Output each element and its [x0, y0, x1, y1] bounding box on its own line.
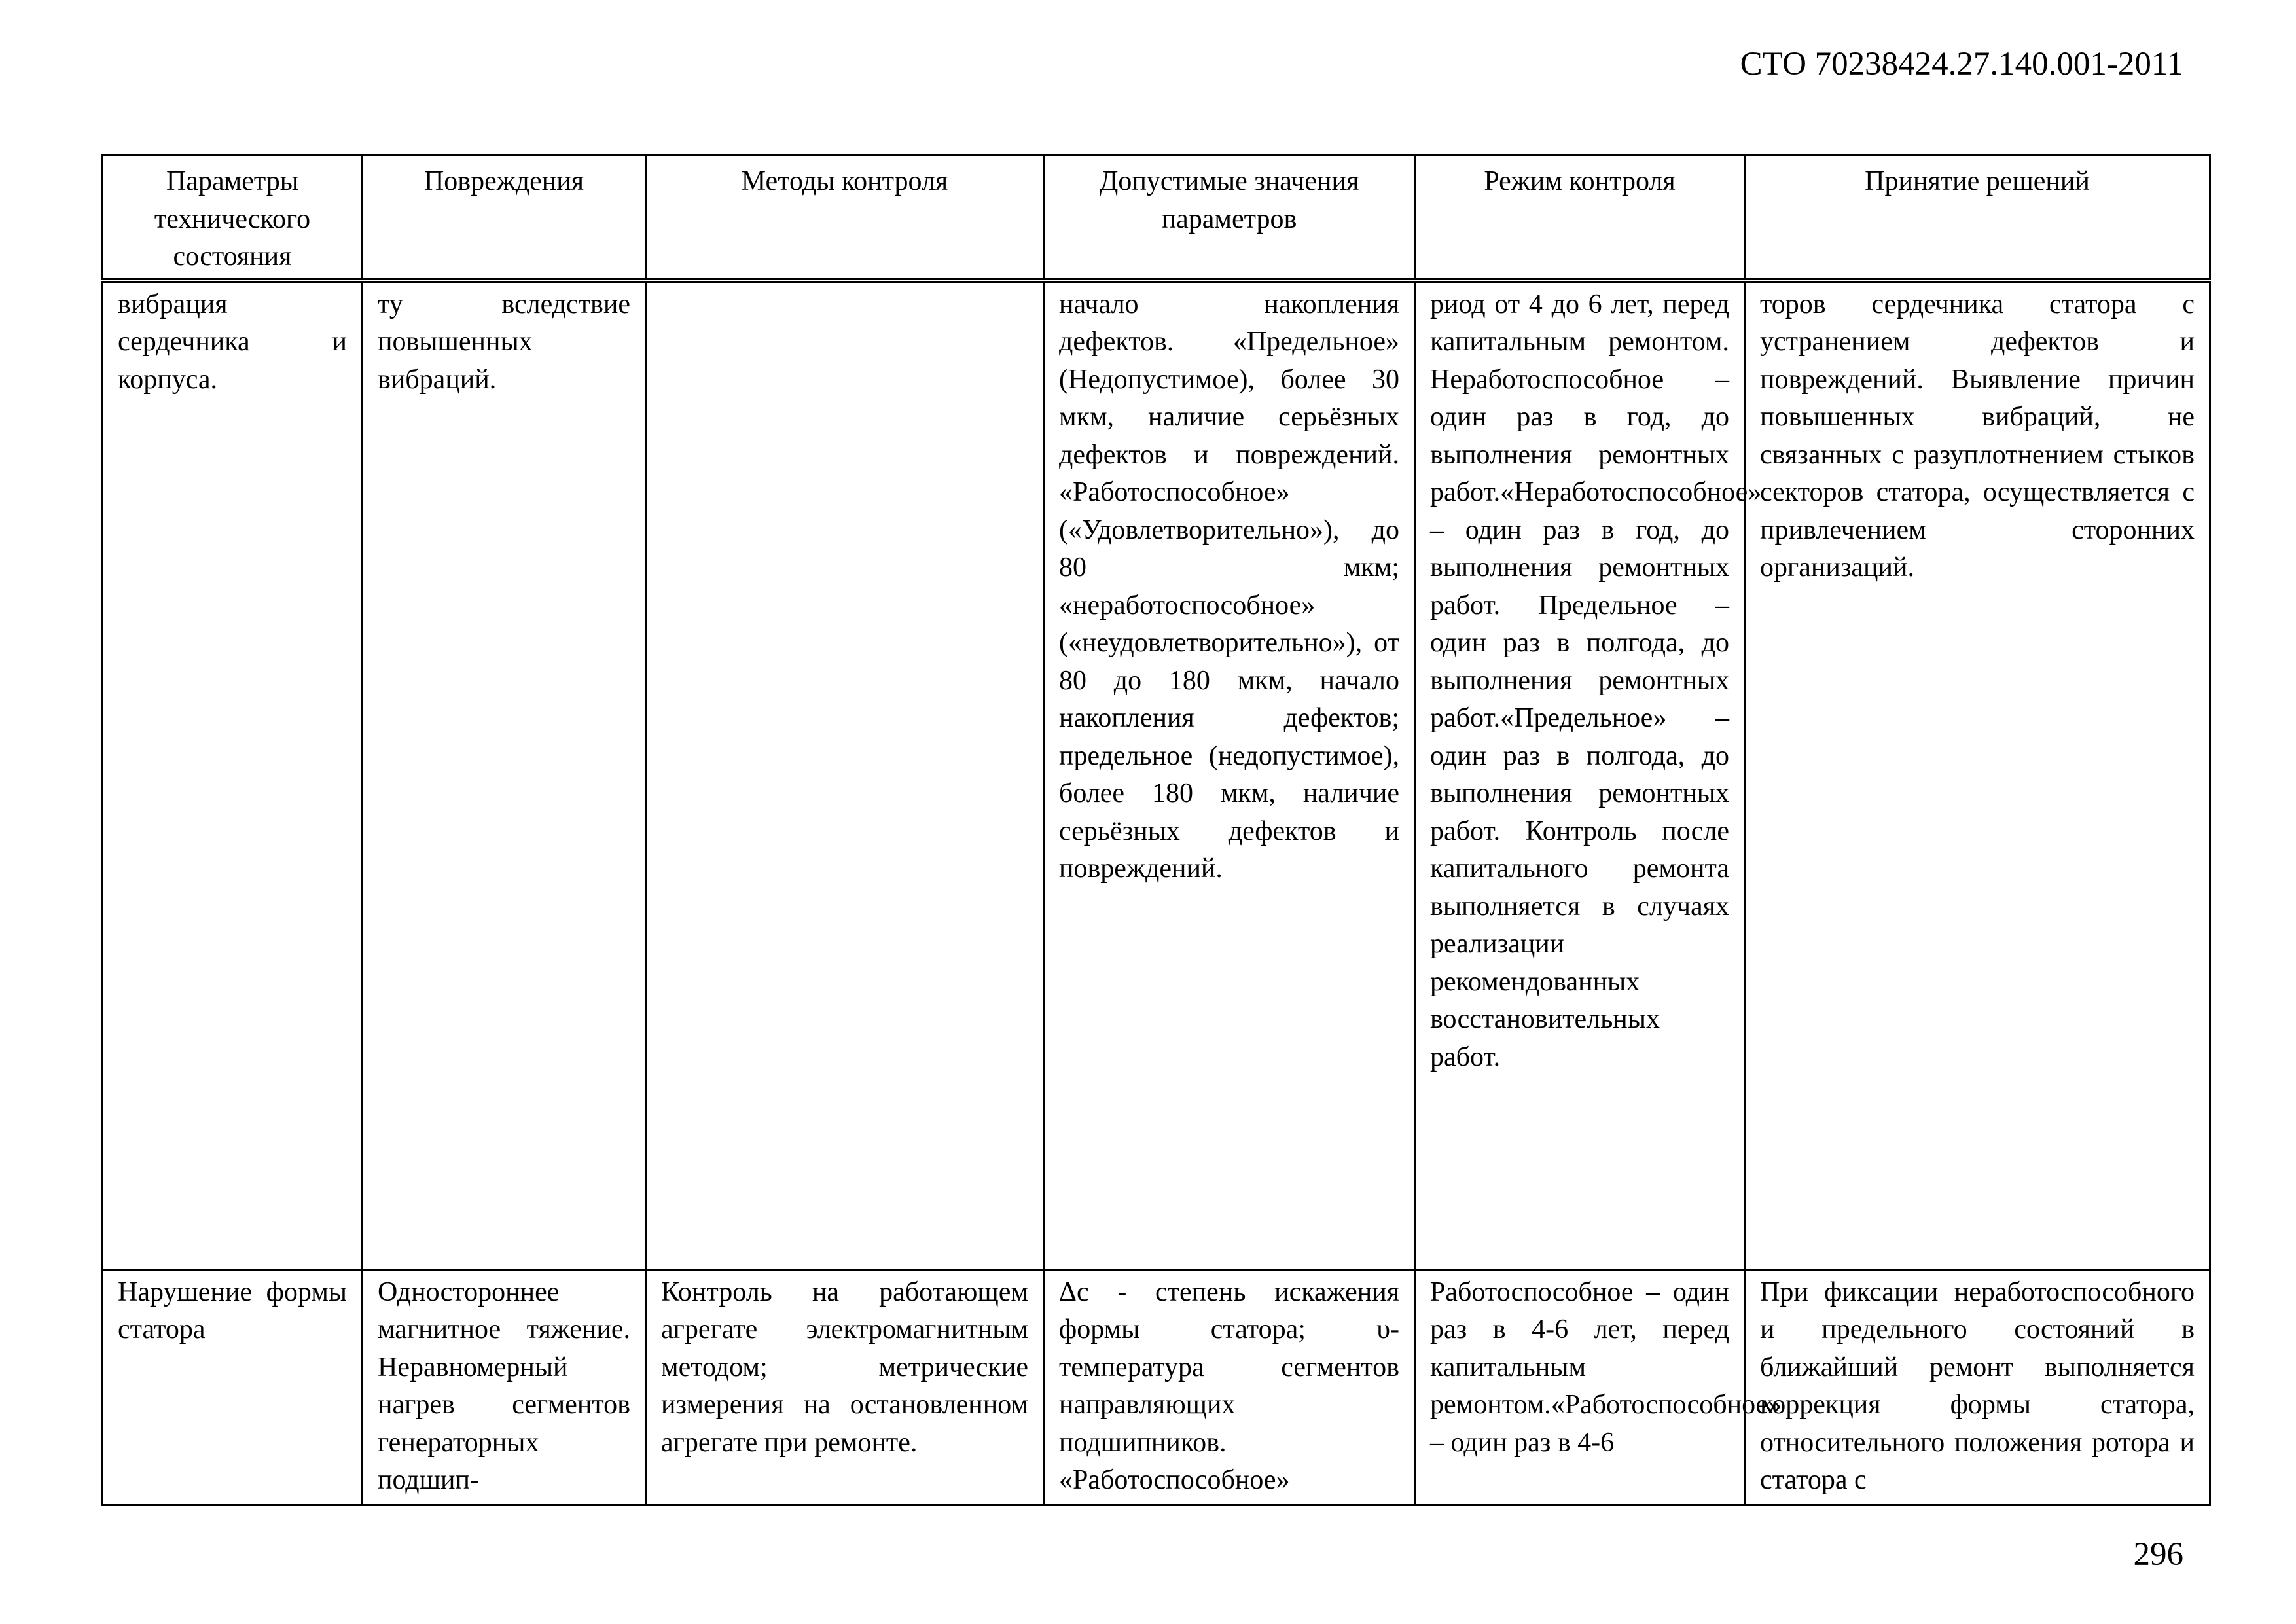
table-header-row: [103, 156, 2210, 281]
cell-damage: Одностороннее магнитное тяжение. Неравномерный нагрев сегментов генераторных подшип-: [363, 1270, 646, 1505]
column-header-damage: Повреждения: [363, 156, 646, 281]
technical-condition-table: [101, 154, 2211, 1506]
cell-decisions: При фиксации неработоспособного и предельного состояний в ближайший ремонт выполняется коррекция формы статора, относительного положения ротора и статора с: [1745, 1270, 2210, 1505]
page-number: 296: [2133, 1536, 2183, 1573]
cell-parameter: вибрация сердечника и корпуса.: [103, 280, 363, 1270]
cell-methods: [646, 280, 1044, 1270]
cell-damage: ту вследствие повышенных вибраций.: [363, 280, 646, 1270]
cell-allowed-values: Δc - степень искажения формы статора; υ-температура сегментов направляющих подшипников. «Работоспособное»: [1044, 1270, 1415, 1505]
document-code: СТО 70238424.27.140.001-2011: [1740, 46, 2183, 82]
column-header-allowed-values: Допустимые значения параметров: [1044, 156, 1415, 281]
cell-allowed-values: начало накопления дефектов. «Предельное» (Недопустимое), более 30 мкм, наличие серьёзных дефектов и повреждений. «Работоспособное» («Удовлетворительно»), до 80 мкм; «неработоспособное» («неудовлетворительно»), от 80 до 180 мкм, начало накопления дефектов; предельное (недопустимое), более 180 мкм, наличие серьёзных дефектов и повреждений.: [1044, 280, 1415, 1270]
column-header-parameters: Параметры технического состояния: [103, 156, 363, 281]
table-row: [103, 1270, 2210, 1505]
cell-control-mode: Работоспособное – один раз в 4-6 лет, перед капитальным ремонтом.«Работоспособное» – один раз в 4-6: [1415, 1270, 1745, 1505]
cell-decisions: торов сердечника статора с устранением дефектов и повреждений. Выявление причин повышенных вибраций, не связанных с разуплотнением стыков секторов статора, осуществляется с привлечением сторонних организаций.: [1745, 280, 2210, 1270]
column-header-control-mode: Режим контроля: [1415, 156, 1745, 281]
table-row: [103, 280, 2210, 1270]
cell-methods: Контроль на работающем агрегате электромагнитным методом; метрические измерения на остановленном агрегате при ремонте.: [646, 1270, 1044, 1505]
column-header-methods: Методы контроля: [646, 156, 1044, 281]
column-header-decisions: Принятие решений: [1745, 156, 2210, 281]
cell-control-mode: риод от 4 до 6 лет, перед капитальным ремонтом. Неработоспособное – один раз в год, до выполнения ремонтных работ.«Неработоспособное» – один раз в год, до выполнения ремонтных работ. Предельное – один раз в полгода, до выполнения ремонтных работ.«Предельное» – один раз в полгода, до выполнения ремонтных работ. Контроль после капитального ремонта выполняется в случаях реализации рекомендованных восстановительных работ.: [1415, 280, 1745, 1270]
cell-parameter: Нарушение формы статора: [103, 1270, 363, 1505]
